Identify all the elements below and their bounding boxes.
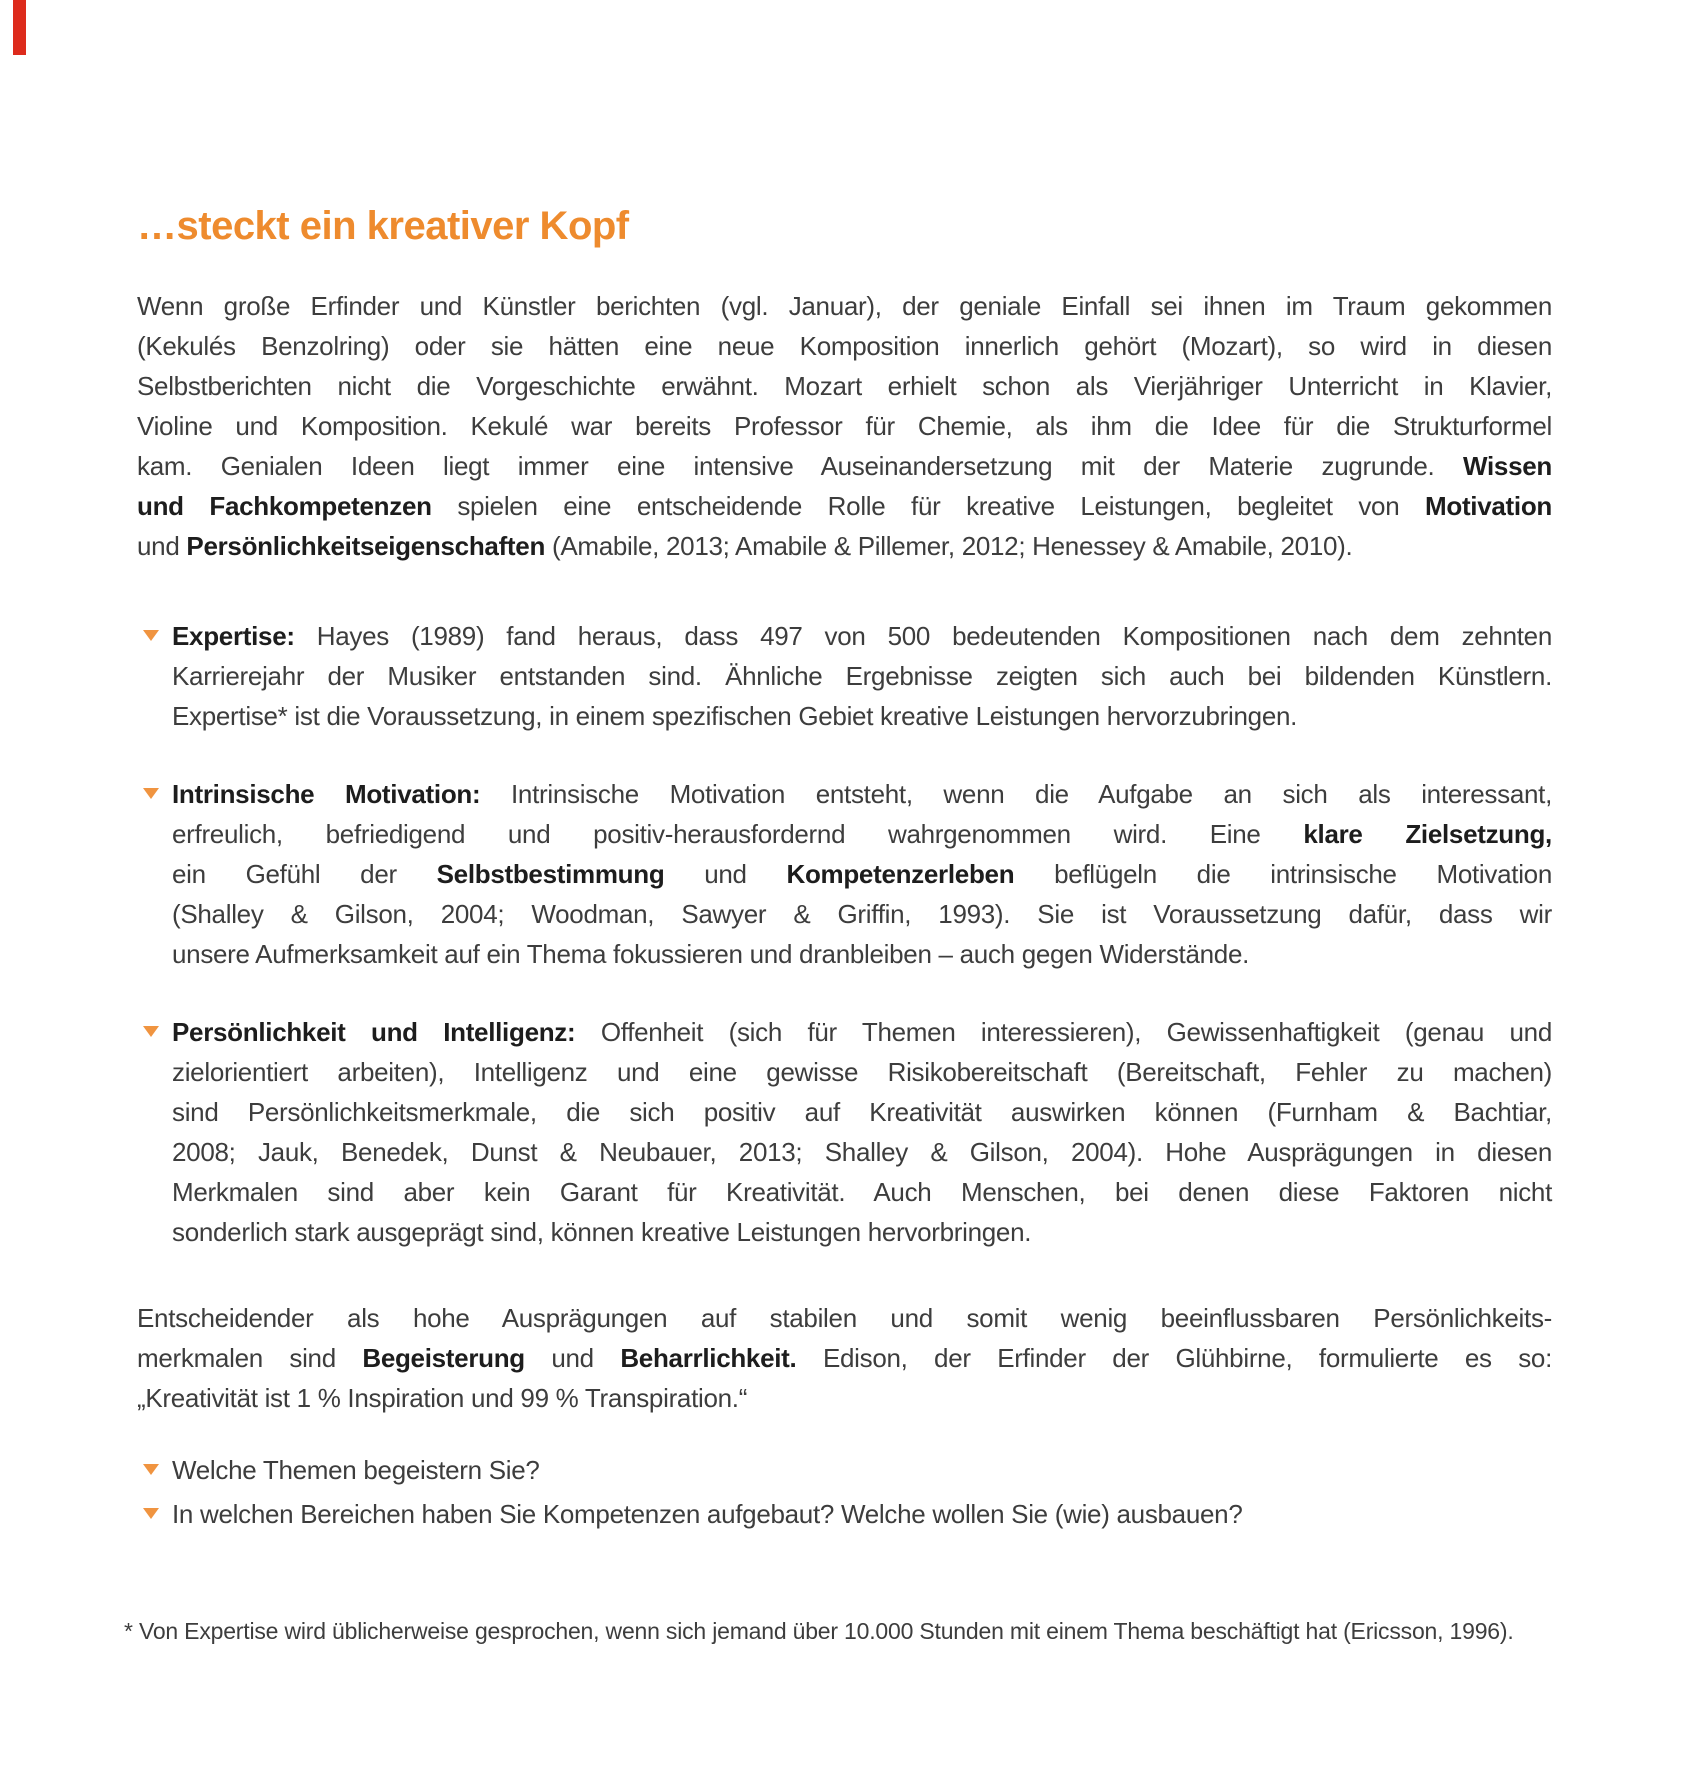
text-run: „Kreativität ist 1 % Inspiration und 99 % Transpiration.“ [137, 1383, 748, 1413]
text-run: zielorientiert arbeiten), Intelligenz und eine gewisse Risikobereitschaft (Bereitschaft, Fehler zu machen) [172, 1057, 1552, 1087]
text-run: Violine und Komposition. Kekulé war bereits Professor für Chemie, als ihm die Idee für die Strukturformel [137, 411, 1552, 441]
bold-text-run: klare Zielsetzung, [1303, 819, 1552, 849]
text-line [172, 1172, 1552, 1212]
text-run: Entscheidender als hohe Ausprägungen auf stabilen und somit wenig beeinflussbaren Persönlichkeits- [137, 1303, 1552, 1333]
text-run: und [137, 531, 187, 561]
text-run: Selbstberichten nicht die Vorgeschichte erwähnt. Mozart erhielt schon als Vierjähriger Unterricht in Klavier, [137, 371, 1552, 401]
triangle-down-icon [143, 1508, 159, 1519]
text-line [172, 814, 1552, 854]
bold-text-run: und Fachkompetenzen [137, 491, 432, 521]
text-line [172, 774, 1552, 814]
footnote: * Von Expertise wird üblicherweise gesprochen, wenn sich jemand über 10.000 Stunden mit einem Thema beschäftigt hat (Ericsson, 1996). [124, 1618, 1514, 1644]
text-line [172, 1212, 1552, 1252]
intro-paragraph [137, 286, 1552, 566]
bold-text-run: Persönlichkeit und Intelligenz: [172, 1017, 576, 1047]
text-run: und [664, 859, 787, 889]
closing-paragraph [137, 1298, 1552, 1418]
text-line [137, 526, 1552, 566]
text-line [172, 656, 1552, 696]
text-line [137, 1338, 1552, 1378]
bullet-intrinsische-motivation-text [172, 774, 1552, 974]
triangle-down-icon [143, 1026, 159, 1037]
bold-text-run: Persönlichkeitseigenschaften [186, 531, 546, 561]
question-text: Welche Themen begeistern Sie? [172, 1455, 540, 1485]
bullet-persoenlichkeit-intelligenz-text [172, 1012, 1552, 1252]
bold-text-run: Kompetenzerleben [786, 859, 1015, 889]
question-item-2 [137, 1494, 1552, 1534]
bold-text-run: Selbstbestimmung [436, 859, 665, 889]
text-run: Hayes (1989) fand heraus, dass 497 von 500 bedeutenden Kompositionen nach dem zehnten [294, 621, 1552, 651]
text-line [172, 854, 1552, 894]
text-run: Wenn große Erfinder und Künstler berichten (vgl. Januar), der geniale Einfall sei ihnen im Traum gekommen [137, 291, 1552, 321]
triangle-down-icon [143, 788, 159, 799]
text-run: 2008; Jauk, Benedek, Dunst & Neubauer, 2013; Shalley & Gilson, 2004). Hohe Ausprägungen in diesen [172, 1137, 1552, 1167]
text-run: merkmalen sind [137, 1343, 363, 1373]
text-run: Intrinsische Motivation entsteht, wenn die Aufgabe an sich als interessant, [480, 779, 1552, 809]
text-run: spielen eine entscheidende Rolle für kreative Leistungen, begleitet von [431, 491, 1425, 521]
text-line [172, 894, 1552, 934]
bullet-item-persoenlichkeit-intelligenz [137, 1012, 1552, 1252]
bullet-item-expertise [137, 616, 1552, 736]
text-run: beflügeln die intrinsische Motivation [1014, 859, 1552, 889]
text-line [172, 1092, 1552, 1132]
text-line [137, 486, 1552, 526]
text-run: (Shalley & Gilson, 2004; Woodman, Sawyer & Griffin, 1993). Sie ist Voraussetzung dafür, dass wir [172, 899, 1552, 929]
text-line [137, 1378, 1552, 1418]
bullet-item-intrinsische-motivation [137, 774, 1552, 974]
text-run: Edison, der Erfinder der Glühbirne, formulierte es so: [796, 1343, 1552, 1373]
bold-text-run: Wissen [1463, 451, 1552, 481]
text-run: sind Persönlichkeitsmerkmale, die sich positiv auf Kreativität auswirken können (Furnham & Bachtiar, [172, 1097, 1552, 1127]
text-run: kam. Genialen Ideen liegt immer eine intensive Auseinandersetzung mit der Materie zugrunde. [137, 451, 1463, 481]
text-line [172, 934, 1552, 974]
text-line [137, 446, 1552, 486]
text-line [172, 696, 1552, 736]
text-run: Expertise* ist die Voraussetzung, in einem spezifischen Gebiet kreative Leistungen hervorzubringen. [172, 701, 1298, 731]
text-run: Merkmalen sind aber kein Garant für Kreativität. Auch Menschen, bei denen diese Faktoren nicht [172, 1177, 1552, 1207]
text-line [137, 286, 1552, 326]
text-run: ein Gefühl der [172, 859, 437, 889]
text-run: Karrierejahr der Musiker entstanden sind. Ähnliche Ergebnisse zeigten sich auch bei bildenden Künstlern. [172, 661, 1552, 691]
page-title: …steckt ein kreativer Kopf [137, 204, 629, 248]
bold-text-run: Expertise: [172, 621, 295, 651]
corner-print-mark [13, 0, 26, 55]
triangle-down-icon [143, 1464, 159, 1475]
text-line [137, 406, 1552, 446]
text-line [172, 1012, 1552, 1052]
question-text: In welchen Bereichen haben Sie Kompetenzen aufgebaut? Welche wollen Sie (wie) ausbauen? [172, 1499, 1243, 1529]
text-run: und [524, 1343, 621, 1373]
text-run: (Amabile, 2013; Amabile & Pillemer, 2012; Henessey & Amabile, 2010). [545, 531, 1353, 561]
triangle-down-icon [143, 630, 159, 641]
text-run: sonderlich stark ausgeprägt sind, können kreative Leistungen hervorbringen. [172, 1217, 1032, 1247]
text-line [137, 1298, 1552, 1338]
text-run: erfreulich, befriedigend und positiv-herausfordernd wahrgenommen wird. Eine [172, 819, 1304, 849]
bullet-expertise-text [172, 616, 1552, 736]
question-item-1 [137, 1450, 1552, 1490]
text-line [137, 326, 1552, 366]
bold-text-run: Motivation [1425, 491, 1552, 521]
bold-text-run: Beharrlichkeit. [620, 1343, 797, 1373]
bold-text-run: Intrinsische Motivation: [172, 779, 481, 809]
text-line [137, 366, 1552, 406]
text-run: Offenheit (sich für Themen interessieren), Gewissenhaftigkeit (genau und [575, 1017, 1552, 1047]
text-run: unsere Aufmerksamkeit auf ein Thema fokussieren und dranbleiben – auch gegen Widerstände. [172, 939, 1250, 969]
text-line [172, 1052, 1552, 1092]
text-run: (Kekulés Benzolring) oder sie hätten eine neue Komposition innerlich gehört (Mozart), so wird in diesen [137, 331, 1552, 361]
text-line [172, 616, 1552, 656]
text-line [172, 1132, 1552, 1172]
bold-text-run: Begeisterung [362, 1343, 525, 1373]
